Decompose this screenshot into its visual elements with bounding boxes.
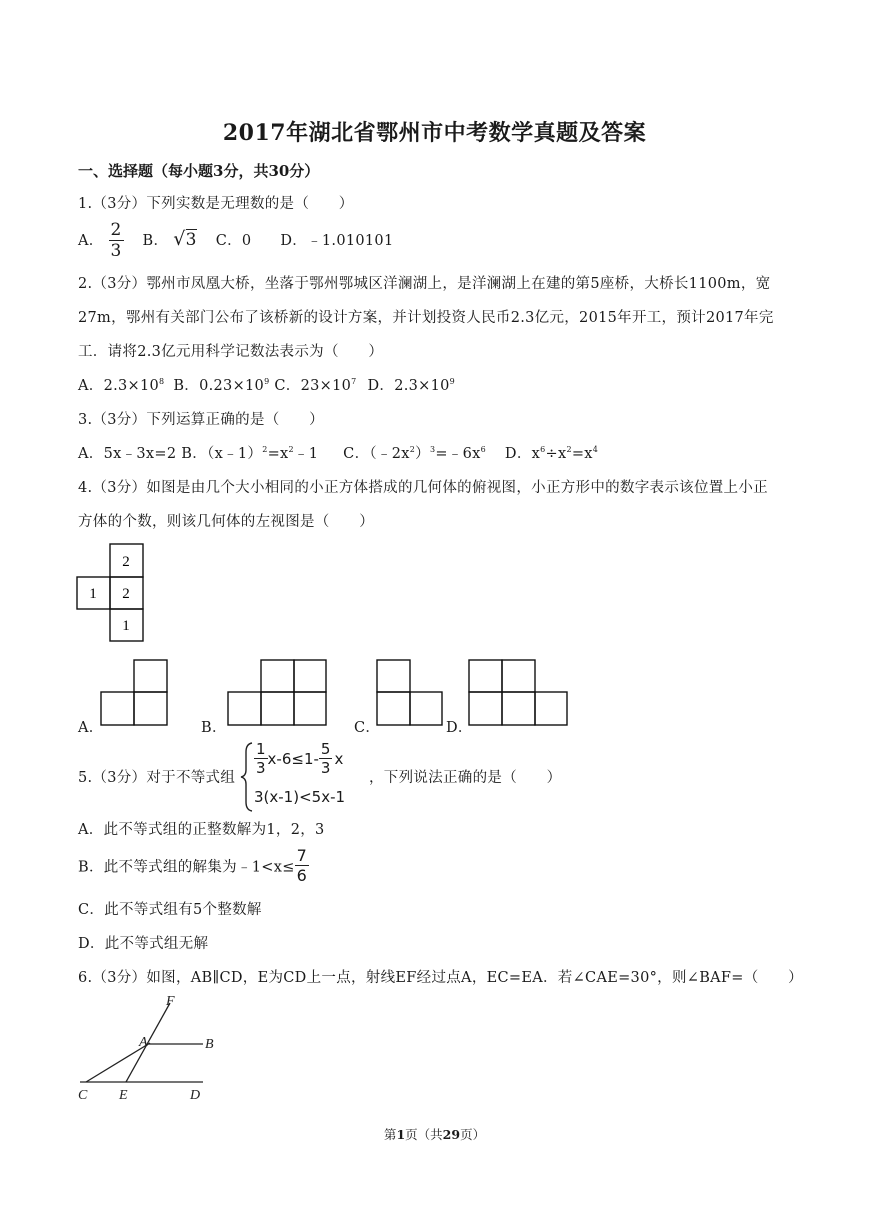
numerator: 1 [256,740,266,758]
text: ﹣1 [293,446,319,462]
q4-option-d-label: D． [446,720,473,736]
q5-stem-end: ，下列说法正确的是（ ） [369,770,562,786]
q5-option-b [78,848,309,884]
q4-option-d-view [469,660,567,725]
text: =﹣6x [435,446,481,462]
q1-option-d: D．﹣1.010101 [280,233,394,249]
q2-line-2: 27m，鄂州有关部门公布了该桥新的设计方案，并计划投资人民币2.3亿元，2015年开工，预计2017年完 [78,310,774,326]
q4-option-c-label: C． [354,720,381,736]
fraction [254,742,268,776]
q5-inequality-1 [254,742,343,776]
view-cell [228,692,261,725]
text: 页） [460,1127,486,1142]
q4-option-b-view [228,660,326,725]
q4-option-a-view [101,660,167,725]
label-b: B [205,1037,214,1052]
q2-line-3: 工．请将2.3亿元用科学记数法表示为（ ） [78,344,384,360]
text: x [334,750,344,768]
q5-option-a: A．此不等式组的正整数解为1，2，3 [78,822,325,838]
inequality-brace [241,743,252,811]
q5-stem-start: 5.（3分）对于不等式组 [78,770,236,786]
view-cell [502,692,535,725]
exponent: 2 [566,445,572,454]
page-footer [0,1125,869,1143]
q4-line-2: 方体的个数，则该几何体的左视图是（ ） [78,514,374,530]
view-cell [469,660,502,692]
view-cell [134,660,167,692]
view-cell [377,692,410,725]
exponent: 9 [264,377,270,386]
fraction [319,742,333,776]
text: =x [571,446,593,462]
grid-number: 2 [122,586,130,602]
exponent: 4 [592,445,599,454]
text: ÷x [545,446,567,462]
q2-line-1: 2.（3分）鄂州市凤凰大桥，坐落于鄂州鄂城区洋澜湖上，是洋澜湖上在建的第5座桥，大桥长1100m，宽 [78,276,771,292]
q4-option-c-view [377,660,442,725]
q4-option-a-label: A． [78,720,104,736]
q5-option-d: D．此不等式组无解 [78,936,209,952]
text: B．（x﹣1） [181,446,263,462]
view-cell [294,692,326,725]
exponent: 9 [449,377,456,386]
q3-option-a: A．5x﹣3x=2 [78,446,177,462]
q4-line-1: 4.（3分）如图是由几个大小相同的小正方体搭成的几何体的俯视图，小正方形中的数字表示该位置上小正 [78,480,768,496]
exponent: 2 [262,445,268,454]
exponent: 2 [288,445,294,454]
label-f: F [166,994,175,1009]
q2-option-d: D．2.3×10 [367,378,450,394]
text: 页（共 [405,1127,443,1142]
numerator: 7 [296,846,308,865]
q1-option-c: C．0 [215,233,252,249]
q2-option-a: A．2.3×10 [78,378,160,394]
denominator: 3 [110,241,122,261]
document-title: 2017年湖北省鄂州市中考数学真题及答案 [222,120,647,146]
page-total: 29 [442,1127,461,1142]
view-cell [502,660,535,692]
q5-inequality-2: 3(x-1)<5x-1 [254,788,346,806]
section-heading: 一、选择题（每小题3分，共30分） [78,162,320,180]
q4-option-b-label: B． [201,720,227,736]
grid-number: 1 [89,586,97,602]
q1-stem: 1.（3分）下列实数是无理数的是（ ） [78,196,354,212]
label-d: D [190,1088,201,1103]
exponent: 3 [429,445,436,454]
label-e: E [119,1088,128,1103]
text: D．x [504,446,541,462]
q3-stem: 3.（3分）下列运算正确的是（ ） [78,412,324,428]
label-a: A [139,1035,148,1050]
view-cell [261,660,294,692]
view-cell [469,692,502,725]
q1-option-a-label: A． [78,233,104,249]
view-cell [294,660,326,692]
q2-option-c: C．23×10 [274,378,352,394]
page-number: 1 [396,1127,406,1142]
grid-number: 2 [122,554,130,570]
sqrt-symbol: √ [173,228,186,250]
fraction [295,848,309,884]
exponent: 7 [351,377,357,386]
numerator: 2 [110,220,122,240]
exponent: 6 [480,445,486,454]
text: =x [267,446,289,462]
text: ） [415,446,430,462]
view-cell [535,692,567,725]
text: B．此不等式组的解集为﹣1<x≤ [78,859,295,876]
q1-option-b-radicand: 3 [185,230,197,250]
exponent: 2 [409,445,416,454]
text: x-6≤1- [267,750,319,768]
view-cell [377,660,410,692]
q1-option-b-label: B． [142,233,169,249]
q2-option-b: B．0.23×10 [173,378,265,394]
q6-stem: 6.（3分）如图，AB∥CD，E为CD上一点，射线EF经过点A，EC=EA．若∠CAE=30°，则∠BAF=（ ） [78,970,803,986]
text: C．（﹣2x [343,446,410,462]
denominator: 3 [320,759,331,777]
label-c: C [78,1088,88,1103]
numerator: 5 [320,740,331,758]
q5-option-c: C．此不等式组有5个整数解 [78,902,262,918]
text: 第 [383,1127,397,1142]
view-cell [410,692,442,725]
ray-ef [126,1003,170,1082]
denominator: 6 [296,866,308,885]
view-cell [101,692,134,725]
view-cell [134,692,167,725]
exponent: 8 [159,377,165,386]
denominator: 3 [256,759,266,777]
exponent: 6 [540,445,546,454]
view-cell [261,692,294,725]
grid-number: 1 [122,618,130,634]
